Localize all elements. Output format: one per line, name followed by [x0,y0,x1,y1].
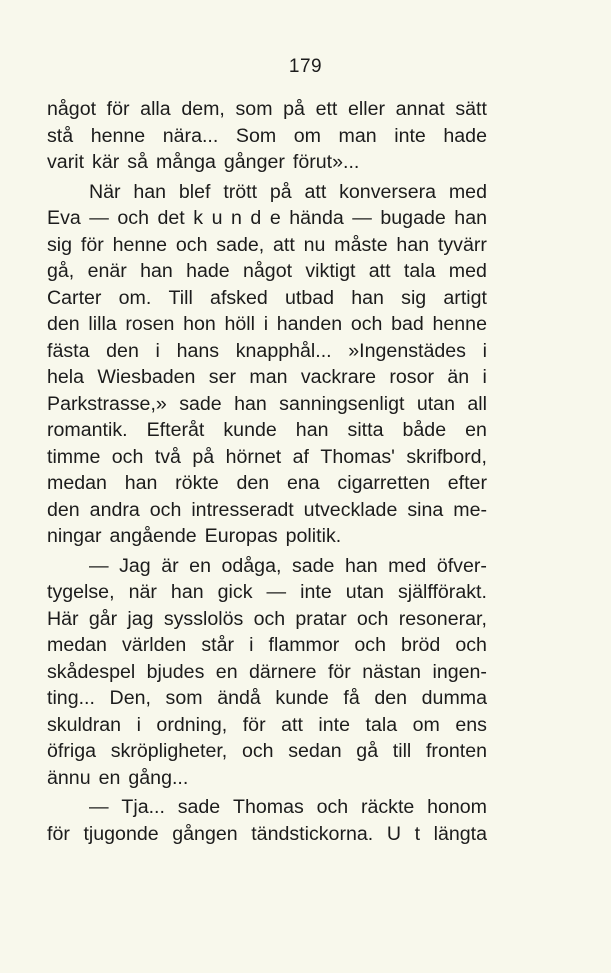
text-line: stå henne nära... Som om man inte hade [47,124,487,147]
paragraph [47,96,487,176]
text-line: skuldran i ordning, för att inte tala om ens [47,713,487,736]
text-line: hela Wiesbaden ser man vackrare rosor än i [47,366,487,388]
text-line: varit kär så många gånger förut»... [47,151,360,173]
text-line: den lilla rosen hon höll i handen och bad henne [47,313,487,335]
body-text [47,96,487,847]
page-number: 179 [288,56,323,77]
text-line: — Tja... sade Thomas och räckte honom [89,796,487,818]
text-line: fästa den i hans knapphål... »Ingenstädes i [47,339,487,362]
text-line: öfriga skröpligheter, och sedan gå till fronten [47,740,487,762]
text-line: timme och två på hörnet af Thomas' skrifbord, [47,445,487,468]
text-line: — Jag är en odåga, sade han med öfver- [89,554,487,577]
text-line: ting... Den, som ändå kunde få den dumma [47,687,487,709]
text-line: gå, enär han hade något viktigt att tala med [47,260,487,282]
text-line: sig för henne och sade, att nu måste han tyvärr [47,233,487,256]
text-line: något för alla dem, som på ett eller annat sätt [47,98,487,120]
text-line: för tjugonde gången tändstickorna. U t längta [47,822,487,845]
text-line: När han blef trött på att konversera med [89,180,487,203]
text-line: ningar angående Europas politik. [47,525,342,547]
text-line: skådespel bjudes en därnere för nästan ingen- [47,660,487,683]
text-line: Carter om. Till afsked utbad han sig artigt [47,286,487,309]
text-line: Här går jag sysslolös och pratar och resonerar, [47,607,487,630]
text-line: tygelse, när han gick — inte utan själfförakt. [47,581,487,603]
text-line: romantik. Efteråt kunde han sitta både en [47,419,487,441]
text-line: ännu en gång... [47,766,189,789]
paragraph [47,794,487,847]
text-line: medan världen står i flammor och bröd och [47,634,487,656]
text-line: Eva — och det k u n d e hända — bugade han [47,207,487,229]
paragraph [47,553,487,792]
text-line: den andra och intresseradt utvecklade sina me- [47,498,487,521]
paragraph [47,179,487,550]
text-line: Parkstrasse,» sade han sanningsenligt utan all [47,392,487,415]
text-line: medan han rökte den ena cigarretten efter [47,472,487,494]
